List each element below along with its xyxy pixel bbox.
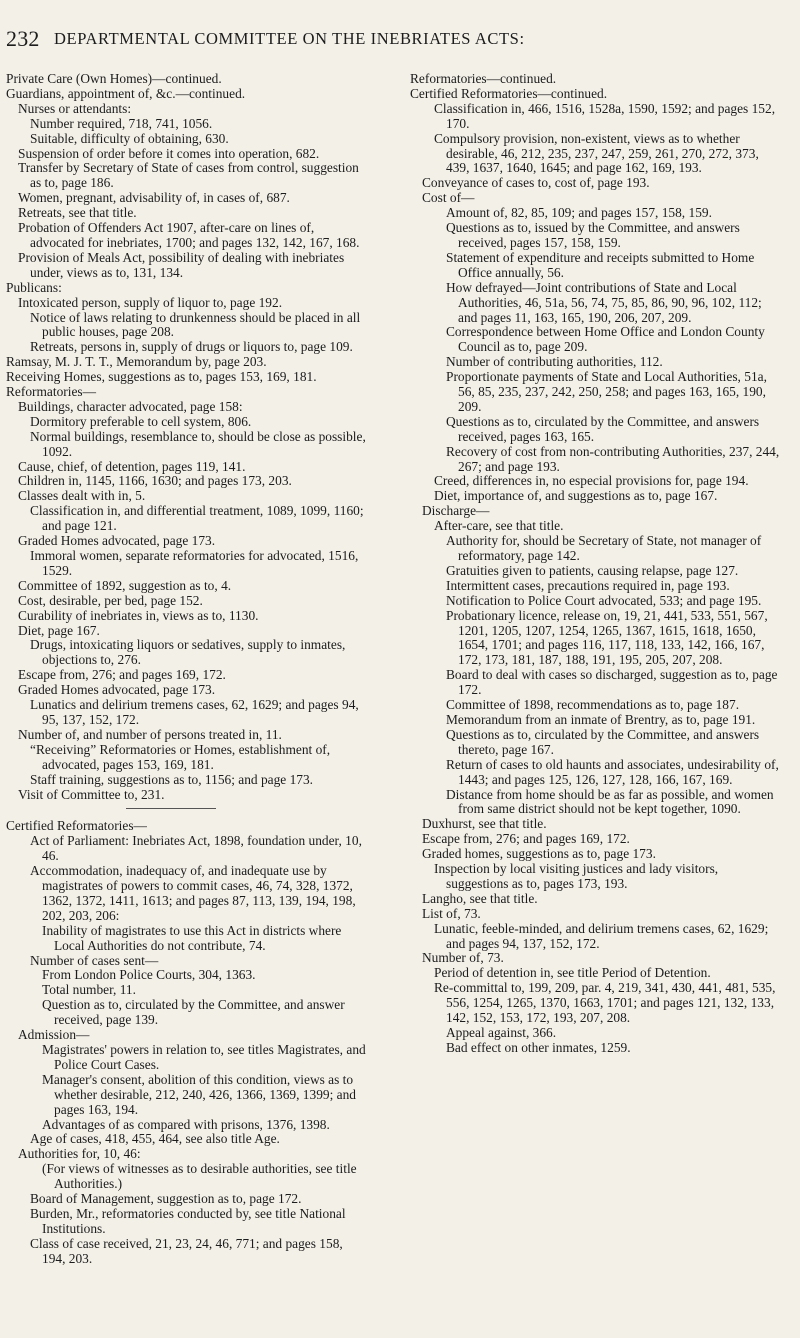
index-entry: Retreats, persons in, supply of drugs or liquors to, page 109. bbox=[30, 339, 353, 355]
index-entry: Provision of Meals Act, possibility of dealing with inebriates under, views as to, 131, 134. bbox=[18, 249, 345, 280]
index-entry: Proportionate payments of State and Local Authorities, 51a, 56, 85, 235, 237, 242, 250, 258; and pages 163, 165, 190, 209. bbox=[446, 369, 767, 414]
section-divider bbox=[126, 808, 216, 809]
index-entry: Committee of 1892, suggestion as to, 4. bbox=[18, 577, 232, 593]
index-entry: Magistrates' powers in relation to, see titles Magistrates, and Police Court Cases. bbox=[42, 1042, 366, 1072]
index-entry: Notice of laws relating to drunkenness should be placed in all public houses, page 208. bbox=[30, 309, 361, 340]
index-entry: Authorities for, 10, 46: bbox=[18, 1146, 141, 1162]
index-entry: Recovery of cost from non-contributing Authorities, 237, 244, 267; and page 193. bbox=[446, 443, 780, 474]
index-entry: Nurses or attendants: bbox=[18, 100, 132, 116]
index-entry: Distance from home should be as far as possible, and women from same district should not be kept together, 1090. bbox=[446, 786, 774, 817]
index-entry: Cause, chief, of detention, pages 119, 141. bbox=[18, 458, 246, 474]
index-entry: Questions as to, circulated by the Committee, and answers received, pages 163, 165. bbox=[446, 413, 760, 444]
index-entry: Private Care (Own Homes)—continued. bbox=[6, 71, 222, 86]
page-header bbox=[6, 24, 790, 58]
index-entry: Notification to Police Court advocated, 533; and page 195. bbox=[446, 592, 762, 608]
index-entry: Inability of magistrates to use this Act in districts where Local Authorities do not contribute, 74. bbox=[42, 922, 342, 953]
index-entry: Creed, differences in, no especial provisions for, page 194. bbox=[434, 473, 749, 489]
index-entry: Conveyance of cases to, cost of, page 193. bbox=[422, 175, 650, 191]
index-entry: Intoxicated person, supply of liquor to, page 192. bbox=[18, 294, 283, 310]
index-entry: Compulsory provision, non-existent, views as to whether desirable, 46, 212, 235, 237, 247, 259, 261, 270, 272, 373, 439, 1637, 1640, 1645; and page 162, 169, 193. bbox=[434, 130, 759, 176]
index-entry: Probation of Offenders Act 1907, after-care on lines of, advocated for inebriates, 1700; and pages 132, 142, 167, 168. bbox=[18, 220, 360, 250]
index-entry: Lunatic, feeble-minded, and delirium tremens cases, 62, 1629; and pages 94, 137, 152, 172. bbox=[434, 920, 769, 951]
index-entry: Bad effect on other inmates, 1259. bbox=[446, 1039, 631, 1055]
index-entry: Staff training, suggestions as to, 1156; and page 173. bbox=[30, 771, 314, 787]
index-entry: Class of case received, 21, 23, 24, 46, 771; and pages 158, 194, 203. bbox=[30, 1235, 343, 1266]
index-entry: Age of cases, 418, 455, 464, see also title Age. bbox=[30, 1131, 280, 1147]
index-entry: Statement of expenditure and receipts submitted to Home Office annually, 56. bbox=[446, 249, 755, 280]
index-entry: Number of, and number of persons treated in, 11. bbox=[18, 726, 282, 742]
index-entry: Cost, desirable, per bed, page 152. bbox=[18, 592, 203, 608]
index-entry: Number of cases sent— bbox=[30, 952, 159, 968]
index-entry: Number of contributing authorities, 112. bbox=[446, 354, 663, 370]
index-entry: Intermittent cases, precautions required in, page 193. bbox=[446, 577, 730, 593]
index-entry: Questions as to, issued by the Committee, and answers received, pages 157, 158, 159. bbox=[446, 220, 740, 250]
index-entry: Reformatories—continued. bbox=[410, 71, 557, 86]
index-entry: Re-committal to, 199, 209, par. 4, 219, 341, 430, 441, 481, 535, 556, 1254, 1265, 1370, 1663, 1701; and pages 121, 132, 133, 142, 152, 153, 172, 193, 207, 208. bbox=[434, 980, 776, 1026]
index-entry: Graded Homes advocated, page 173. bbox=[18, 682, 216, 698]
index-entry: Correspondence between Home Office and London County Council as to, page 209. bbox=[446, 324, 765, 355]
index-entry: Question as to, circulated by the Committee, and answer received, page 139. bbox=[42, 997, 345, 1028]
index-entry: Burden, Mr., reformatories conducted by, see title National Institutions. bbox=[30, 1205, 346, 1236]
index-entry: List of, 73. bbox=[422, 905, 481, 921]
index-entry: Women, pregnant, advisability of, in cases of, 687. bbox=[18, 190, 290, 206]
index-entry: Buildings, character advocated, page 158: bbox=[18, 398, 243, 414]
index-entry: Number required, 718, 741, 1056. bbox=[30, 115, 213, 131]
index-entry: Probationary licence, release on, 19, 21, 441, 533, 551, 567, 1201, 1205, 1207, 1254, 1265, 1367, 1615, 1618, 1650, 1654, 1701; and pages 116, 117, 118, 133, 142, 166, 167, 172, 173, 181, 187, 188, 191, 195, 205, 207, 208. bbox=[446, 607, 768, 668]
index-entry: Graded homes, suggestions as to, page 173. bbox=[422, 846, 656, 862]
index-entry: Ramsay, M. J. T. T., Memorandum by, page 203. bbox=[6, 354, 267, 370]
index-entry: Diet, importance of, and suggestions as to, page 167. bbox=[434, 488, 718, 504]
index-entry: Drugs, intoxicating liquors or sedatives, supply to inmates, objections to, 276. bbox=[30, 637, 346, 668]
index-entry: Period of detention in, see title Period of Detention. bbox=[434, 965, 711, 981]
index-entry: Duxhurst, see that title. bbox=[422, 816, 547, 832]
index-entry: Transfer by Secretary of State of cases from control, suggestion as to, page 186. bbox=[18, 160, 359, 191]
index-entry: Questions as to, circulated by the Committee, and answers thereto, page 167. bbox=[446, 726, 760, 757]
index-entry: Lunatics and delirium tremens cases, 62, 1629; and pages 94, 95, 137, 152, 172. bbox=[30, 697, 359, 727]
right-column bbox=[410, 72, 782, 1056]
index-entry: Curability of inebriates in, views as to, 1130. bbox=[18, 607, 259, 623]
index-entry: Suitable, difficulty of obtaining, 630. bbox=[30, 130, 229, 146]
index-entry: Dormitory preferable to cell system, 806. bbox=[30, 413, 252, 429]
index-entry: Escape from, 276; and pages 169, 172. bbox=[18, 667, 226, 683]
index-entry: Gratuities given to patients, causing relapse, page 127. bbox=[446, 562, 739, 578]
index-entry: Normal buildings, resemblance to, should be close as possible, 1092. bbox=[30, 428, 366, 459]
running-title: DEPARTMENTAL COMMITTEE ON THE INEBRIATES ACTS: bbox=[54, 29, 525, 48]
index-entry: Guardians, appointment of, &c.—continued. bbox=[6, 85, 246, 101]
index-entry: Suspension of order before it comes into operation, 682. bbox=[18, 145, 320, 161]
index-entry: How defrayed—Joint contributions of State and Local Authorities, 46, 51a, 56, 74, 75, 85, 86, 90, 96, 102, 112; and pages 11, 163, 165, 190, 206, 207, 209. bbox=[446, 279, 762, 325]
index-entry: Classification in, and differential treatment, 1089, 1099, 1160; and page 121. bbox=[30, 503, 364, 534]
page-number: 232 bbox=[6, 26, 40, 51]
index-entry: Amount of, 82, 85, 109; and pages 157, 158, 159. bbox=[446, 205, 712, 221]
index-entry: Manager's consent, abolition of this condition, views as to whether desirable, 212, 240, 426, 1366, 1369, 1399; and pages 163, 194. bbox=[42, 1071, 356, 1117]
index-entry: Retreats, see that title. bbox=[18, 205, 137, 221]
index-entry: After-care, see that title. bbox=[434, 518, 564, 534]
index-entry: Cost of— bbox=[422, 190, 475, 206]
index-entry: Discharge— bbox=[422, 503, 490, 519]
index-entry: Total number, 11. bbox=[42, 982, 136, 998]
index-entry: Advantages of as compared with prisons, 1376, 1398. bbox=[42, 1116, 330, 1132]
index-entry: “Receiving” Reformatories or Homes, establishment of, advocated, pages 153, 169, 181. bbox=[30, 741, 331, 772]
index-entry: Classification in, 466, 1516, 1528a, 1590, 1592; and pages 152, 170. bbox=[434, 100, 776, 131]
index-entry: Escape from, 276; and pages 169, 172. bbox=[422, 831, 630, 847]
index-entry: Memorandum from an inmate of Brentry, as to, page 191. bbox=[446, 711, 756, 727]
index-entry: Classes dealt with in, 5. bbox=[18, 488, 146, 504]
index-entry: Graded Homes advocated, page 173. bbox=[18, 533, 216, 549]
index-entry: Act of Parliament: Inebriates Act, 1898, foundation under, 10, 46. bbox=[30, 833, 362, 864]
index-entry: Reformatories— bbox=[6, 384, 96, 400]
index-entry: Accommodation, inadequacy of, and inadequate use by magistrates of powers to commit cases, 46, 74, 328, 1372, 1362, 1372, 1411, 1613; and pages 87, 113, 139, 194, 198, 202, 203, 206: bbox=[30, 863, 356, 923]
index-entry: From London Police Courts, 304, 1363. bbox=[42, 967, 256, 983]
index-entry: Receiving Homes, suggestions as to, pages 153, 169, 181. bbox=[6, 369, 317, 385]
index-entry: Publicans: bbox=[6, 279, 62, 295]
index-entry: Admission— bbox=[18, 1027, 90, 1043]
index-entry: Number of, 73. bbox=[422, 950, 504, 966]
index-entry: Immoral women, separate reformatories for advocated, 1516, 1529. bbox=[30, 548, 359, 578]
index-entry: (For views of witnesses as to desirable authorities, see title Authorities.) bbox=[42, 1161, 357, 1192]
index-entry: Certified Reformatories—continued. bbox=[410, 85, 608, 101]
index-entry: Certified Reformatories— bbox=[6, 818, 147, 834]
index-entry: Board to deal with cases so discharged, suggestion as to, page 172. bbox=[446, 667, 778, 698]
index-entry: Inspection by local visiting justices and lady visitors, suggestions as to, pages 173, 193. bbox=[434, 861, 719, 891]
index-entry: Authority for, should be Secretary of State, not manager of reformatory, page 142. bbox=[446, 533, 762, 563]
index-entry: Board of Management, suggestion as to, page 172. bbox=[30, 1191, 302, 1207]
left-column bbox=[6, 72, 366, 1267]
index-entry: Children in, 1145, 1166, 1630; and pages 173, 203. bbox=[18, 473, 292, 489]
index-entry: Appeal against, 366. bbox=[446, 1025, 557, 1040]
index-entry: Return of cases to old haunts and associates, undesirability of, 1443; and pages 125, 126, 127, 128, 166, 167, 169. bbox=[446, 756, 779, 787]
index-entry: Visit of Committee to, 231. bbox=[18, 786, 165, 802]
index-entry: Langho, see that title. bbox=[422, 890, 538, 906]
index-entry: Diet, page 167. bbox=[18, 622, 100, 638]
index-entry: Committee of 1898, recommendations as to, page 187. bbox=[446, 697, 740, 713]
